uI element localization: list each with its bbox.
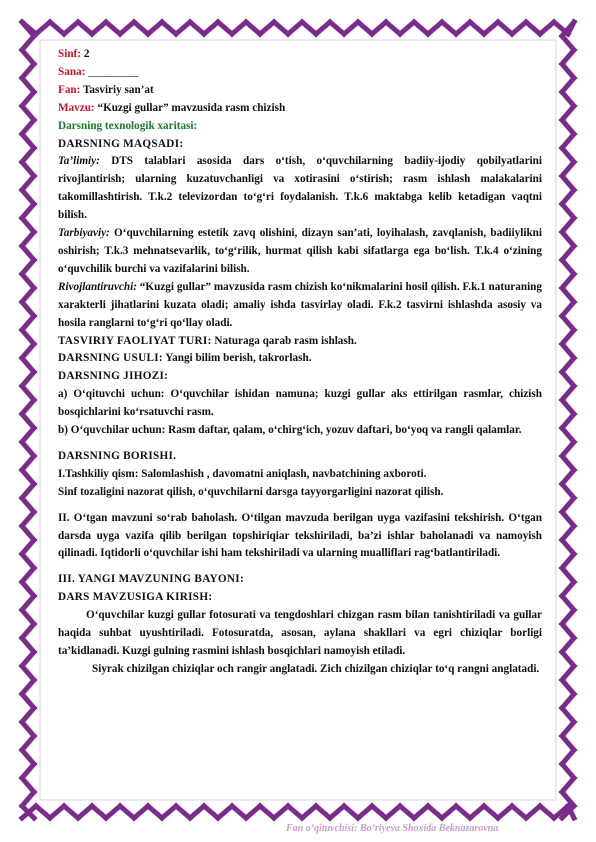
tech-map-title: Darsning texnologik xaritasi: xyxy=(58,119,198,132)
review-previous-topic: II. O‘tgan mavzuni so‘rab baholash. O‘tilgan mavzuda berilgan uyga vazifasini tekshirish. O‘tgan darsda uyga vazifa qilib berilgan topshiriqiar tekshiriladi, ba’zi ishlar baholanadi va namoyish qilinadi. Iqtidorli o‘quvchilar ishi ham tekshiriladi va ularning mualliflari rag‘batlantiriladi. xyxy=(58,511,542,560)
organizational-part: I.Tashkiliy qism: Salomlashish , davomatni aniqlash, navbatchining axboroti. xyxy=(58,467,427,480)
educational-goal-label: Ta’limiy: xyxy=(58,155,100,168)
grade-label: Sinf: xyxy=(58,48,82,60)
equipment-heading: DARSNING JIHOZI: xyxy=(58,370,169,383)
developmental-goal-label: Rivojlantiruvchi: xyxy=(58,280,137,293)
intro-paragraph: O‘quvchilar kuzgi gullar fotosurati va tengdoshlari chizgan rasm bilan tanishtiriladi va gullar haqida suhbat uyushtiriladi. Fotosuratda, asosan, aylana shakllari va egri chiziqlar borligi ta’kidlanadi. Kuzgi gulning rasmini ishlash bosqichlari namoyish etiladi. xyxy=(58,609,542,657)
method-label: DARSNING USULI: xyxy=(58,352,163,365)
topic-label: Mavzu: xyxy=(58,101,95,114)
lesson-plan-document xyxy=(58,46,542,679)
procedure-heading: DARSNING BORISHI. xyxy=(58,449,177,462)
lines-paragraph: Siyrak chizilgan chiziqlar och rangir anglatadi. Zich chizilgan chiziqlar to‘q rangni anglatadi. xyxy=(92,662,540,675)
activity-type-value: Naturaga qarab rasm ishlash. xyxy=(211,334,357,347)
goals-heading: DARSNING MAQSADI: xyxy=(58,137,184,150)
cleanliness-check: Sinf tozaligini nazorat qilish, o‘quvchilarni darsga tayyorgarligini nazorat qilish. xyxy=(58,485,444,498)
subject-label: Fan: xyxy=(58,83,81,96)
method-value: Yangi bilim berish, takrorlash. xyxy=(162,352,312,365)
equipment-students: b) O‘quvchilar uchun: Rasm daftar, qalam, o‘chirg‘ich, yozuv daftari, bo‘yoq va rangli qalamlar. xyxy=(58,424,522,437)
date-label: Sana: xyxy=(58,65,86,78)
date-value: _________ xyxy=(85,65,139,78)
upbringing-goal xyxy=(58,225,542,279)
developmental-goal xyxy=(58,279,542,333)
intro-heading: DARS MAVZUSIGA KIRISH: xyxy=(58,591,213,604)
teacher-signature-footer: Fan o‘qituvchisi: Bo‘riyeva Shoxida Beknazarovna xyxy=(286,823,499,834)
educational-goal-text: DTS talablari asosida dars o‘tish, o‘quvchilarning badiiy-ijodiy qobilyatlarini rivojlantirish; ularning kuzatuvchanligi va xotirasini o‘stirish; rasm ishlash malakalarini takomillashtirish. T.k.2 televizordan to‘g‘ri foydalanish. T.k.6 maktabga kelib ketadigan vaqtni bilish. xyxy=(58,155,542,222)
developmental-goal-text: “Kuzgi gullar” mavzusida rasm chizish ko‘nikmalarini hosil qilish. F.k.1 naturaning xarakterli jihatlarini kuzata oladi; amaliy ishda tasvirlay oladi. F.k.2 tasvirni ishlashda asosiy va hosila ranglarni to‘g‘ri qo‘llay oladi. xyxy=(58,280,542,329)
grade-value: 2 xyxy=(81,48,90,60)
subject-value: Tasviriy san’at xyxy=(80,83,154,96)
educational-goal xyxy=(58,153,542,225)
new-topic-heading: III. YANGI MAVZUNING BAYONI: xyxy=(58,573,244,586)
upbringing-goal-text: O‘quvchilarning estetik zavq olishini, dizayn san’ati, loyihalash, zavqlanish, badiiylikni oshirish; T.k.3 mehnatsevarlik, to‘g‘rilik, hurmat qilish kabi sifatlarga ega bo‘lish. T.k.4 o‘zining o‘quvchilik burchi va vazifalarini bilish. xyxy=(58,227,542,275)
activity-type-label: TASVIRIY FAOLIYAT TURI: xyxy=(58,334,212,347)
topic-value: “Kuzgi gullar” mavzusida rasm chizish xyxy=(94,101,286,114)
equipment-teacher: a) O‘qituvchi uchun: O‘quvchilar ishidan namuna; kuzgi gullar aks ettirilgan rasmlar, chizish bosqichlarini ko‘rsatuvchi rasm. xyxy=(58,388,542,419)
upbringing-goal-label: Tarbiyaviy: xyxy=(58,227,110,240)
